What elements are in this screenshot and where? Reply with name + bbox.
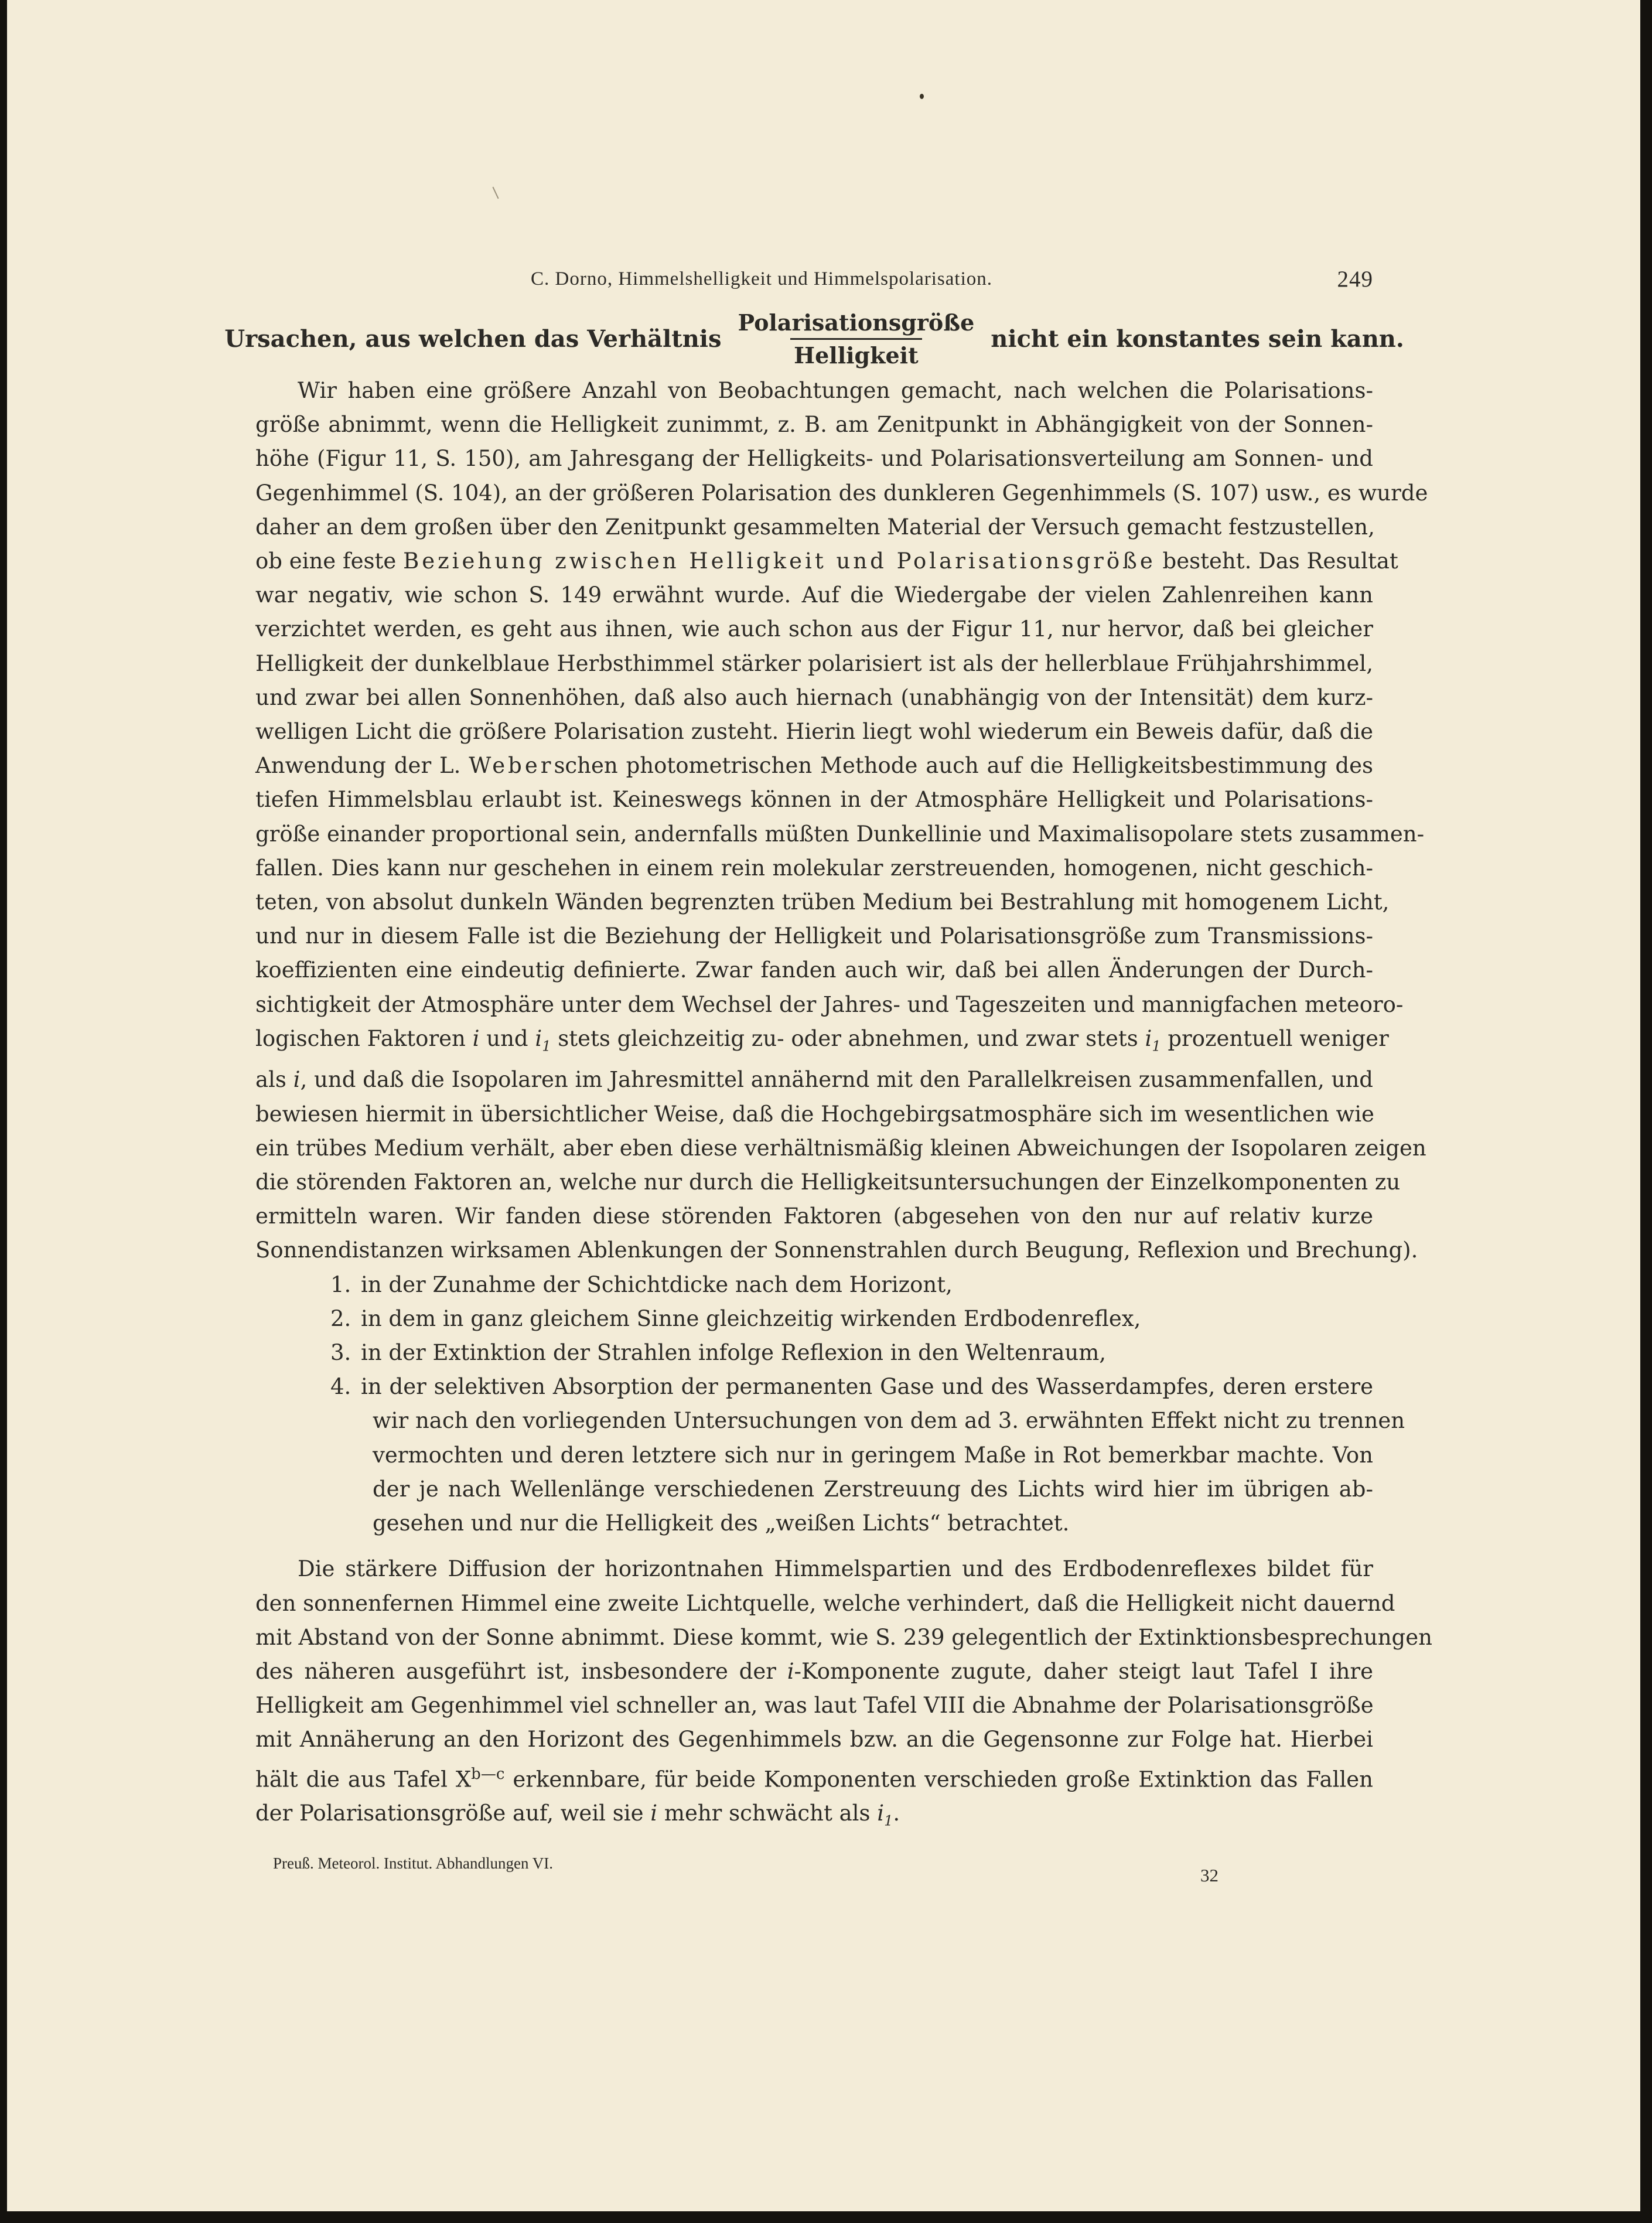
list-text: vermochten und deren letztere sich nur in geringem Maße in Rot bemerkbar machte. Von: [373, 1442, 1373, 1468]
text-line: Sonnendistanzen wirksamen Ablenkungen der Sonnenstrahlen durch Beugung, Reflexion und Brechung).: [255, 1237, 1418, 1263]
text-fragment: -Komponente zugute, daher steigt laut Tafel I ihre: [794, 1658, 1374, 1684]
text-line: verzichtet werden, es geht aus ihnen, wie auch schon aus der Figur 11, nur hervor, daß bei gleicher: [255, 616, 1373, 642]
text-line: Wir haben eine größere Anzahl von Beobachtungen gemacht, nach welchen die Polarisations-: [298, 378, 1373, 403]
text-line: daher an dem großen über den Zenitpunkt gesammelten Material der Versuch gemacht festzustellen,: [255, 514, 1375, 540]
text-fragment: und: [486, 1025, 528, 1051]
spaced-emphasis: Beziehung zwischen Helligkeit und Polarisationsgröße: [403, 548, 1156, 574]
math-symbol: [877, 1801, 893, 1829]
paragraph-2: [255, 1552, 1432, 1837]
heading-before: Ursachen, aus welchen das Verhältnis: [224, 325, 722, 353]
math-subscript: 1: [542, 1038, 551, 1055]
math-symbol: i: [787, 1658, 794, 1684]
text-line: Helligkeit am Gegenhimmel viel schneller an, was laut Tafel VIII die Abnahme der Polarisationsgröße: [255, 1693, 1374, 1719]
list-number: 3.: [330, 1340, 351, 1366]
text-line-last: [255, 1796, 1373, 1838]
heading-after: nicht ein konstantes sein kann.: [991, 325, 1404, 353]
text-line-tafel: [255, 1757, 1373, 1797]
text-fragment: des näheren ausgeführt ist, insbesondere der: [255, 1658, 776, 1684]
list-number: 1.: [330, 1271, 351, 1297]
list-text: in dem in ganz gleichem Sinne gleichzeitig wirkenden Erdbodenreflex,: [361, 1305, 1141, 1331]
math-symbol: [535, 1025, 551, 1055]
fraction-numerator: Polarisationsgröße: [738, 309, 975, 336]
text-line: und nur in diesem Falle ist die Beziehung der Helligkeit und Polarisationsgröße zum Transmissions-: [255, 923, 1373, 949]
text-line: welligen Licht die größere Polarisation zusteht. Hierin liegt wohl wiederum ein Beweis dafür, daß die: [255, 719, 1373, 745]
list-text: in der selektiven Absorption der permanenten Gase und des Wasserdampfes, deren erstere: [361, 1374, 1373, 1400]
text-line: Die stärkere Diffusion der horizontnahen Himmelspartien und des Erdbodenreflexes bildet für: [298, 1556, 1373, 1582]
text-line: und zwar bei allen Sonnenhöhen, daß also auch hiernach (unabhängig von der Intensität) dem kurz-: [255, 684, 1373, 710]
running-head: [255, 262, 1373, 304]
list-item: [255, 1370, 1405, 1540]
text-line: den sonnenfernen Himmel eine zweite Lichtquelle, welche verhindert, daß die Helligkeit nicht dauernd: [255, 1590, 1395, 1616]
math-base: i: [535, 1025, 542, 1051]
text-line: mit Annäherung an den Horizont des Gegenhimmels bzw. an die Gegensonne zur Folge hat. Hierbei: [255, 1727, 1373, 1753]
text-fragment: , und daß die Isopolaren im Jahresmittel annähernd mit den Parallelkreisen zusammenfallen, und: [300, 1067, 1373, 1093]
ratio-fraction: [735, 309, 978, 369]
fraction-denominator: Helligkeit: [790, 338, 921, 369]
text-line: ein trübes Medium verhält, aber eben diese verhältnismäßig kleinen Abweichungen der Isopolaren zeigen: [255, 1135, 1426, 1161]
factor-list: [255, 1268, 1405, 1541]
text-line: war negativ, wie schon S. 149 erwähnt wurde. Auf die Wiedergabe der vielen Zahlenreihen kann: [255, 582, 1373, 608]
list-item: [255, 1336, 1373, 1370]
math-symbol: i: [472, 1025, 480, 1051]
pencil-mark: [492, 187, 499, 199]
text-line: die störenden Faktoren an, welche nur durch die Helligkeitsuntersuchungen der Einzelkomponenten zu: [255, 1170, 1401, 1195]
section-heading: [224, 304, 1404, 374]
text-fragment: hält die aus Tafel X: [255, 1766, 472, 1792]
ink-speck: [920, 94, 924, 99]
text-fragment: als: [255, 1067, 286, 1093]
list-item: [255, 1302, 1373, 1336]
text-fragment: Anwendung der L.: [255, 753, 461, 779]
paragraph-1: [255, 374, 1428, 1268]
text-line: bewiesen hiermit in übersichtlicher Weise, daß die Hochgebirgsatmosphäre sich im wesentlichen wie: [255, 1101, 1374, 1127]
list-text: wir nach den vorliegenden Untersuchungen von dem ad 3. erwähnten Effekt nicht zu trennen: [373, 1408, 1405, 1434]
text-line: größe einander proportional sein, andernfalls müßten Dunkellinie und Maximalisopolare stets zusammen-: [255, 821, 1425, 847]
scanned-page: [7, 0, 1640, 2211]
page-number: 249: [1337, 267, 1373, 292]
text-fragment: der Polarisationsgröße auf, weil sie: [255, 1801, 644, 1826]
text-line-als: [255, 1063, 1373, 1097]
running-head-title: C. Dorno, Himmelshelligkeit und Himmelspolarisation.: [531, 268, 993, 289]
list-text: in der Extinktion der Strahlen infolge Reflexion in den Weltenraum,: [361, 1340, 1107, 1366]
math-symbol: i: [293, 1067, 301, 1093]
math-subscript: 1: [884, 1812, 893, 1829]
text-fragment: erkennbare, für beide Komponenten verschieden große Extinktion das Fallen: [513, 1766, 1373, 1792]
text-line-weber: [255, 749, 1373, 783]
text-fragment: .: [893, 1801, 900, 1826]
text-fragment: besteht. Das Resultat: [1162, 548, 1398, 574]
spaced-emphasis: Weber: [469, 753, 554, 779]
text-line-factors: [255, 1022, 1389, 1063]
text-fragment: stets gleichzeitig zu- oder abnehmen, und zwar stets: [558, 1025, 1138, 1051]
text-fragment: prozentuell weniger: [1168, 1025, 1389, 1051]
signature-mark: 32: [1200, 1865, 1218, 1886]
page-content: [224, 262, 1432, 1838]
math-subscript: 1: [1152, 1038, 1161, 1055]
text-line-beziehung: [255, 544, 1398, 578]
list-text: gesehen und nur die Helligkeit des „weißen Lichts“ betrachtet.: [373, 1511, 1070, 1536]
text-line: teten, von absolut dunkeln Wänden begrenzten trüben Medium bei Bestrahlung mit homogenem Licht,: [255, 889, 1390, 915]
page-footer: [273, 1854, 1234, 1886]
list-number: 2.: [330, 1305, 351, 1331]
text-line: größe abnimmt, wenn die Helligkeit zunimmt, z. B. am Zenitpunkt in Abhängigkeit von der Sonnen-: [255, 412, 1373, 438]
list-text: in der Zunahme der Schichtdicke nach dem Horizont,: [361, 1271, 953, 1297]
text-line: mit Abstand von der Sonne abnimmt. Diese kommt, wie S. 239 gelegentlich der Extinktionsbesprechungen: [255, 1624, 1432, 1650]
text-line: koeffizienten eine eindeutig definierte. Zwar fanden auch wir, daß bei allen Änderungen der Durch-: [255, 957, 1373, 983]
text-line: sichtigkeit der Atmosphäre unter dem Wechsel der Jahres- und Tageszeiten und mannigfachen meteoro-: [255, 991, 1404, 1017]
text-fragment: ob eine feste: [255, 548, 397, 574]
math-base: i: [877, 1801, 885, 1826]
superscript: b—c: [471, 1765, 505, 1783]
list-text: der je nach Wellenlänge verschiedenen Zerstreuung des Lichts wird hier im übrigen ab-: [373, 1476, 1373, 1502]
math-symbol: [1145, 1025, 1161, 1055]
text-line: Gegenhimmel (S. 104), an der größeren Polarisation des dunkleren Gegenhimmels (S. 107) usw., es wurde: [255, 480, 1428, 506]
text-line: ermitteln waren. Wir fanden diese störenden Faktoren (abgesehen von den nur auf relativ kurze: [255, 1203, 1373, 1229]
text-line: fallen. Dies kann nur geschehen in einem rein molekular zerstreuenden, homogenen, nicht geschich-: [255, 855, 1373, 881]
text-fragment: schen photometrischen Methode auch auf die Helligkeitsbestimmung des: [554, 753, 1373, 779]
text-line: tiefen Himmelsblau erlaubt ist. Keineswegs können in der Atmosphäre Helligkeit und Polarisations-: [255, 787, 1373, 813]
text-line: Helligkeit der dunkelblaue Herbsthimmel stärker polarisiert ist als der hellerblaue Frühjahrshimmel,: [255, 650, 1373, 676]
math-symbol: i: [650, 1801, 658, 1826]
math-base: i: [1145, 1025, 1152, 1051]
list-number: 4.: [330, 1374, 351, 1400]
text-fragment: logischen Faktoren: [255, 1025, 466, 1051]
text-fragment: mehr schwächt als: [664, 1801, 871, 1826]
text-line: höhe (Figur 11, S. 150), am Jahresgang der Helligkeits- und Polarisationsverteilung am Sonnen- und: [255, 446, 1373, 472]
text-line-komponente: [255, 1655, 1373, 1689]
series-note: Preuß. Meteorol. Institut. Abhandlungen VI.: [273, 1854, 553, 1872]
list-item: [255, 1268, 1373, 1302]
